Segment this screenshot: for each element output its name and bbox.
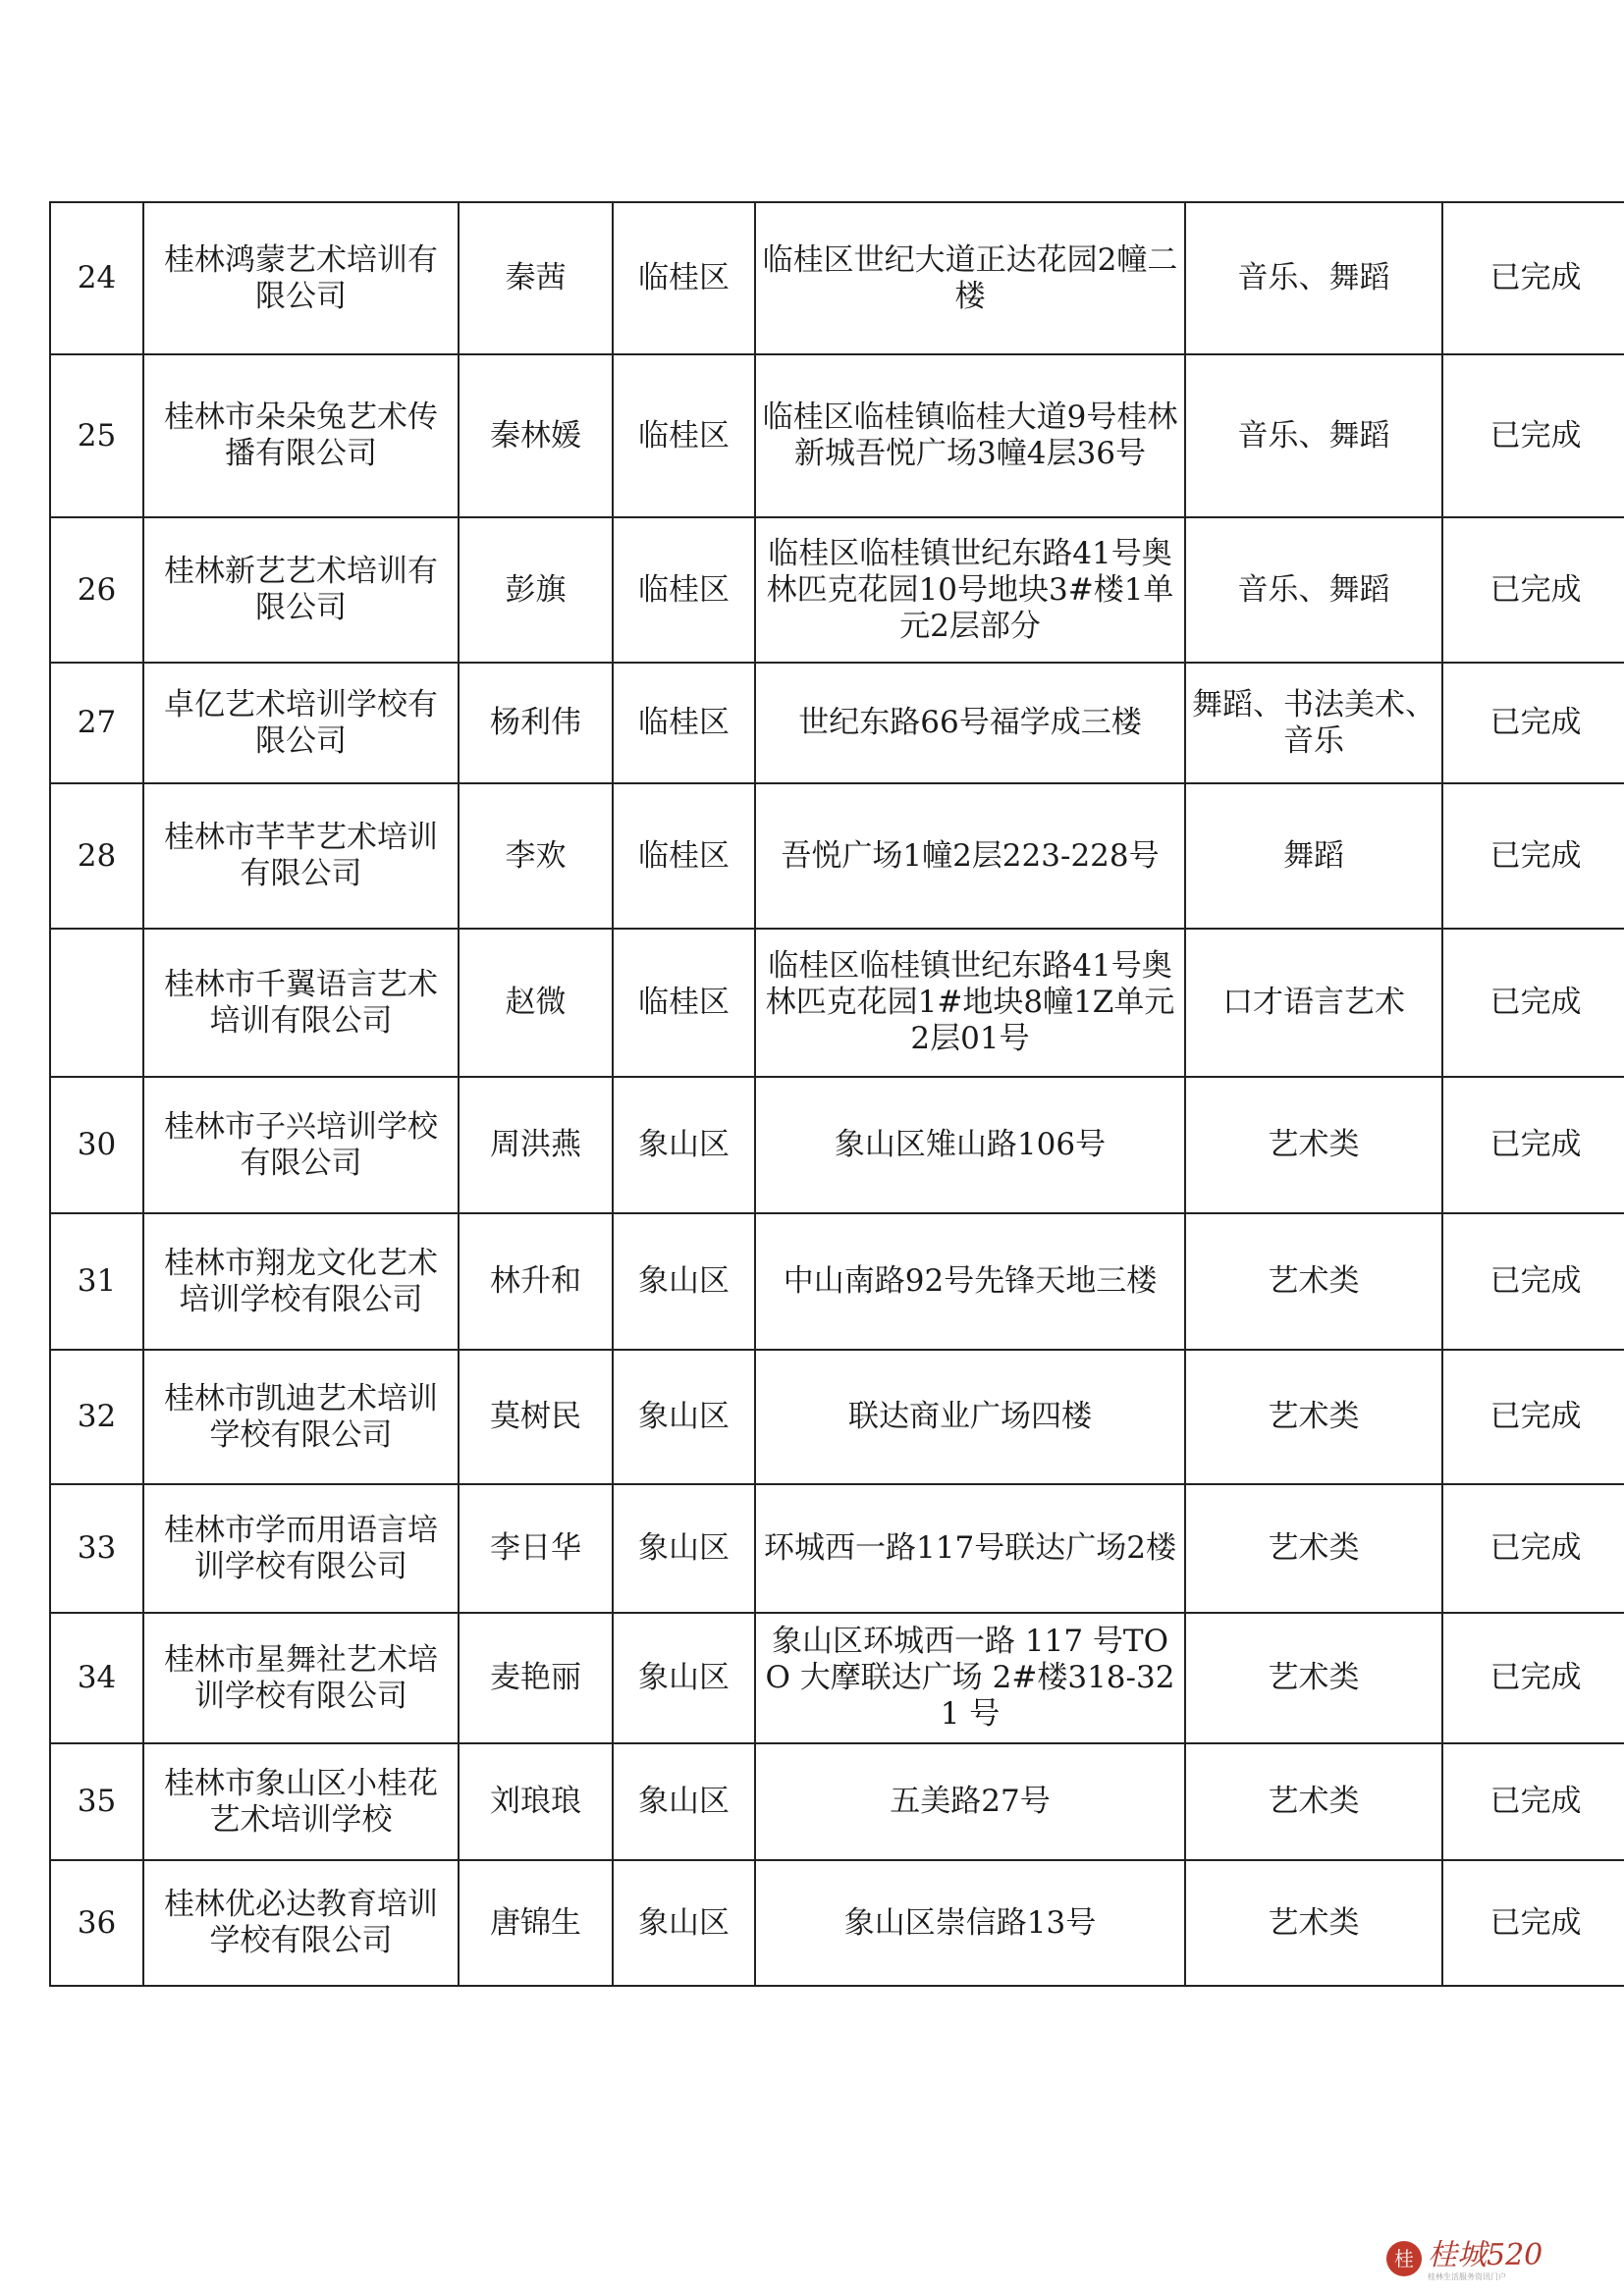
category: 音乐、舞蹈 [1185,354,1442,517]
row-number: 30 [50,1077,143,1213]
institution-name: 桂林市学而用语言培训学校有限公司 [143,1484,459,1613]
address: 象山区环城西一路 117 号TOO 大摩联达广场 2#楼318-321 号 [755,1613,1185,1743]
category: 舞蹈、书法美术、音乐 [1185,663,1442,783]
district: 象山区 [613,1350,755,1484]
address: 联达商业广场四楼 [755,1350,1185,1484]
site-watermark [1386,2237,1602,2282]
status: 已完成 [1442,1213,1624,1350]
legal-person: 彭旗 [459,517,613,663]
institution-name: 桂林市象山区小桂花艺术培训学校 [143,1743,459,1860]
district: 临桂区 [613,663,755,783]
table-row [50,1743,1624,1860]
address: 临桂区临桂镇临桂大道9号桂林新城吾悦广场3幢4层36号 [755,354,1185,517]
row-number: 31 [50,1213,143,1350]
legal-person: 李日华 [459,1484,613,1613]
district: 象山区 [613,1213,755,1350]
row-number: 34 [50,1613,143,1743]
legal-person: 杨利伟 [459,663,613,783]
status: 已完成 [1442,202,1624,354]
category: 艺术类 [1185,1613,1442,1743]
legal-person: 唐锦生 [459,1860,613,1986]
category: 艺术类 [1185,1350,1442,1484]
table-row [50,663,1624,783]
table-row [50,1213,1624,1350]
status: 已完成 [1442,1743,1624,1860]
institution-name: 桂林优必达教育培训学校有限公司 [143,1860,459,1986]
legal-person: 秦林媛 [459,354,613,517]
district: 临桂区 [613,783,755,929]
row-number: 25 [50,354,143,517]
category: 艺术类 [1185,1213,1442,1350]
table-row [50,354,1624,517]
institution-name: 桂林市子兴培训学校有限公司 [143,1077,459,1213]
address: 象山区雉山路106号 [755,1077,1185,1213]
category: 艺术类 [1185,1077,1442,1213]
district: 象山区 [613,1743,755,1860]
legal-person: 李欢 [459,783,613,929]
institution-name: 桂林市翔龙文化艺术培训学校有限公司 [143,1213,459,1350]
legal-person: 周洪燕 [459,1077,613,1213]
row-number: 33 [50,1484,143,1613]
status: 已完成 [1442,929,1624,1077]
category: 艺术类 [1185,1743,1442,1860]
table-row [50,1860,1624,1986]
table-row [50,1484,1624,1613]
institution-name: 桂林市星舞社艺术培训学校有限公司 [143,1613,459,1743]
address: 环城西一路117号联达广场2楼 [755,1484,1185,1613]
table-row [50,1077,1624,1213]
watermark-subtext: 桂林生活服务资讯门户 [1428,2272,1506,2281]
status: 已完成 [1442,783,1624,929]
institution-name: 桂林市凯迪艺术培训学校有限公司 [143,1350,459,1484]
address: 吾悦广场1幢2层223-228号 [755,783,1185,929]
institution-name: 卓亿艺术培训学校有限公司 [143,663,459,783]
institution-name: 桂林市朵朵兔艺术传播有限公司 [143,354,459,517]
address: 世纪东路66号福学成三楼 [755,663,1185,783]
district: 临桂区 [613,929,755,1077]
district: 临桂区 [613,517,755,663]
watermark-text: 桂城520 [1428,2238,1543,2272]
address: 临桂区世纪大道正达花园2幢二楼 [755,202,1185,354]
row-number [50,929,143,1077]
district: 象山区 [613,1613,755,1743]
category: 音乐、舞蹈 [1185,202,1442,354]
status: 已完成 [1442,1350,1624,1484]
status: 已完成 [1442,663,1624,783]
district: 象山区 [613,1860,755,1986]
address: 象山区崇信路13号 [755,1860,1185,1986]
institution-name: 桂林新艺艺术培训有限公司 [143,517,459,663]
table-row [50,1613,1624,1743]
district: 象山区 [613,1484,755,1613]
status: 已完成 [1442,1484,1624,1613]
district: 临桂区 [613,202,755,354]
status: 已完成 [1442,517,1624,663]
row-number: 24 [50,202,143,354]
row-number: 27 [50,663,143,783]
category: 口才语言艺术 [1185,929,1442,1077]
institution-name: 桂林鸿蒙艺术培训有限公司 [143,202,459,354]
status: 已完成 [1442,354,1624,517]
table-row [50,783,1624,929]
legal-person: 麦艳丽 [459,1613,613,1743]
table-row [50,1350,1624,1484]
legal-person: 刘琅琅 [459,1743,613,1860]
row-number: 26 [50,517,143,663]
table-row [50,202,1624,354]
status: 已完成 [1442,1860,1624,1986]
category: 艺术类 [1185,1860,1442,1986]
institution-name: 桂林市芊芊艺术培训有限公司 [143,783,459,929]
status: 已完成 [1442,1613,1624,1743]
category: 艺术类 [1185,1484,1442,1613]
row-number: 32 [50,1350,143,1484]
row-number: 36 [50,1860,143,1986]
category: 舞蹈 [1185,783,1442,929]
address: 中山南路92号先锋天地三楼 [755,1213,1185,1350]
address: 临桂区临桂镇世纪东路41号奥林匹克花园1#地块8幢1Z单元2层01号 [755,929,1185,1077]
institution-name: 桂林市千翼语言艺术培训有限公司 [143,929,459,1077]
district: 临桂区 [613,354,755,517]
district: 象山区 [613,1077,755,1213]
legal-person: 秦茜 [459,202,613,354]
table-row [50,517,1624,663]
legal-person: 林升和 [459,1213,613,1350]
row-number: 28 [50,783,143,929]
row-number: 35 [50,1743,143,1860]
address: 五美路27号 [755,1743,1185,1860]
watermark-logo-icon: 桂 [1386,2241,1422,2276]
legal-person: 莫树民 [459,1350,613,1484]
category: 音乐、舞蹈 [1185,517,1442,663]
legal-person: 赵微 [459,929,613,1077]
address: 临桂区临桂镇世纪东路41号奥林匹克花园10号地块3#楼1单元2层部分 [755,517,1185,663]
status: 已完成 [1442,1077,1624,1213]
table-row [50,929,1624,1077]
institution-table [49,201,1624,1987]
